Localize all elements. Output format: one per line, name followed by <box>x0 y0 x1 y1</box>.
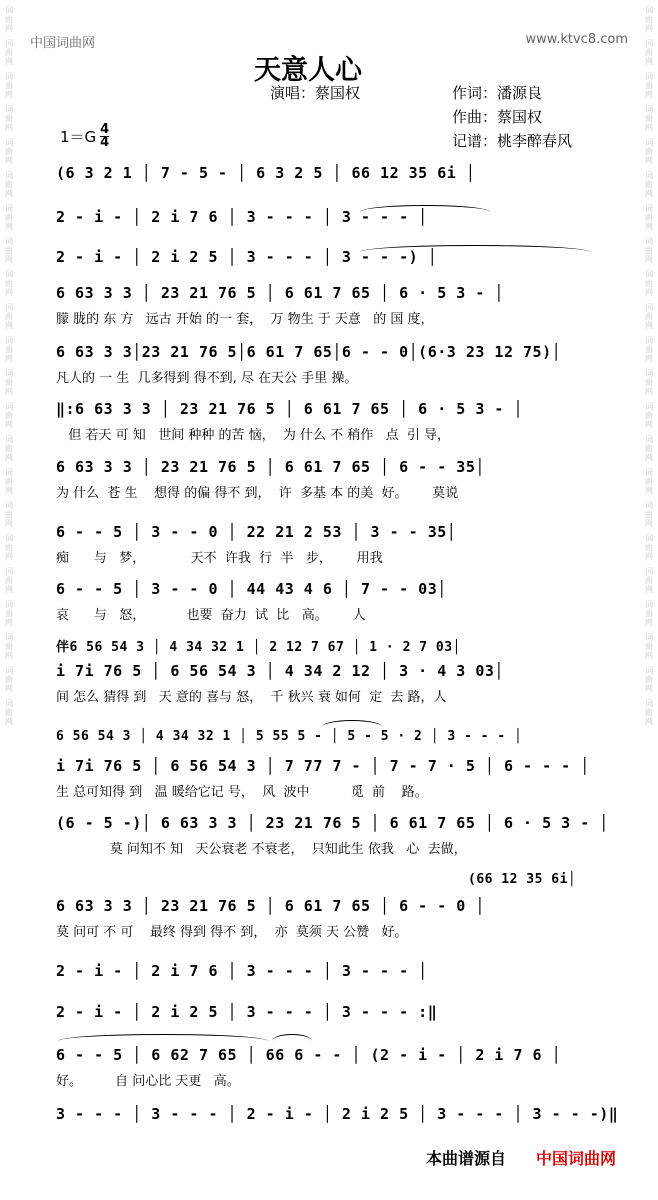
watermark-text: 词曲网 <box>644 303 654 330</box>
score-line-10: 伴6 56 54 3 │ 4 34 32 1 │ 2 12 7 67 │ 1 · 2 7 03│ <box>56 640 461 655</box>
watermark-text: 词曲网 <box>644 270 654 297</box>
watermark-text: 词曲网 <box>4 270 14 297</box>
watermark-text: 词曲网 <box>644 666 654 693</box>
song-title: 天意人心 <box>254 55 362 86</box>
watermark-text: 词曲网 <box>644 600 654 627</box>
watermark-text: 词曲网 <box>4 336 14 363</box>
score-line-1: (6 3 2 1 │ 7 - 5 - │ 6 3 2 5 │ 66 12 35 6i │ <box>56 164 476 182</box>
lyric-line-7: 为 什么 苍 生 想得 的偏 得不 到， 许 多基 本 的美 好。 莫说 <box>56 486 459 501</box>
watermark-text: 词曲网 <box>4 171 14 198</box>
lyric-line-8: 痴 与 梦， 天不 许我 行 半 步， 用我 <box>56 551 383 566</box>
lyric-line-4: 朦 胧的 东 方 远古 开始 的一 套， 万 物生 于 天意 的 国 度， <box>56 312 434 327</box>
score-line-4: 6 63 3 3 │ 23 21 76 5 │ 6 61 7 65 │ 6 · 5 3 - │ <box>56 284 504 302</box>
watermark-text: 词曲网 <box>644 468 654 495</box>
lyric-line-5: 凡人的 一 生 几多得到 得不到, 尽 在天公 手里 操。 <box>56 371 358 386</box>
watermark-text: 词曲网 <box>4 6 14 33</box>
score-line-17: 2 - i - │ 2 i 7 6 │ 3 - - - │ 3 - - - │ <box>56 962 428 980</box>
singer-credit: 演唱：蔡国权 <box>270 84 361 102</box>
key-label: 1＝G <box>60 128 97 146</box>
tie-mark <box>360 245 590 252</box>
watermark-text: 词曲网 <box>644 534 654 561</box>
watermark-left <box>2 0 16 1200</box>
watermark-text: 词曲网 <box>644 402 654 429</box>
watermark-text: 词曲网 <box>4 534 14 561</box>
watermark-text: 词曲网 <box>644 105 654 132</box>
watermark-text: 词曲网 <box>644 699 654 726</box>
watermark-text: 词曲网 <box>644 501 654 528</box>
time-signature-bottom: 4 <box>100 135 110 150</box>
watermark-text: 词曲网 <box>4 402 14 429</box>
score-line-11: i 7i 76 5 │ 6 56 54 3 │ 4 34 2 12 │ 3 · 4 3 03│ <box>56 662 504 680</box>
score-line-2: 2 - i - │ 2 i 7 6 │ 3 - - - │ 3 - - - │ <box>56 208 428 226</box>
lyric-line-9: 哀 与 怒， 也要 奋力 试 比 高。 人 <box>56 608 366 623</box>
watermark-text: 词曲网 <box>644 567 654 594</box>
site-url-right[interactable]: www.ktvc8.com <box>525 32 628 47</box>
time-signature-top: 4 <box>100 122 110 137</box>
watermark-text: 词曲网 <box>4 567 14 594</box>
watermark-text: 词曲网 <box>4 633 14 660</box>
transcriber-credit: 记谱：桃李醉春风 <box>452 132 573 150</box>
key-signature <box>60 124 109 149</box>
watermark-text: 词曲网 <box>4 105 14 132</box>
score-line-19: 6 - - 5 │ 6 62 7 65 │ 66 6 - - │ (2 - i - │ 2 i 7 6 │ <box>56 1046 562 1064</box>
watermark-text: 词曲网 <box>644 72 654 99</box>
lyricist-credit: 作词：潘源良 <box>452 84 543 102</box>
score-line-7: 6 63 3 3 │ 23 21 76 5 │ 6 61 7 65 │ 6 - - 35│ <box>56 458 485 476</box>
watermark-text: 词曲网 <box>644 369 654 396</box>
watermark-text: 词曲网 <box>644 435 654 462</box>
watermark-text: 词曲网 <box>644 633 654 660</box>
tie-mark <box>272 1034 312 1041</box>
watermark-text: 词曲网 <box>4 72 14 99</box>
watermark-text: 词曲网 <box>644 237 654 264</box>
watermark-text: 词曲网 <box>4 600 14 627</box>
score-line-16: 6 63 3 3 │ 23 21 76 5 │ 6 61 7 65 │ 6 - - 0 │ <box>56 897 485 915</box>
watermark-text: 词曲网 <box>644 6 654 33</box>
composer-credit: 作曲：蔡国权 <box>452 108 543 126</box>
score-line-20: 3 - - - │ 3 - - - │ 2 - i - │ 2 i 2 5 │ 3 - - - │ 3 - - -)‖ <box>56 1105 619 1123</box>
watermark-text: 词曲网 <box>4 468 14 495</box>
lyric-line-14: 莫 问知不 知 天公衰老 不衰老， 只知此生 依我 心 去做， <box>56 842 467 857</box>
watermark-text: 词曲网 <box>644 336 654 363</box>
tie-mark <box>322 720 382 727</box>
watermark-text: 词曲网 <box>4 435 14 462</box>
tie-mark <box>360 205 490 212</box>
footer-source-label: 本曲谱源自 <box>426 1149 507 1168</box>
footer-source-site[interactable]: 中国词曲网 <box>536 1149 617 1168</box>
watermark-text: 词曲网 <box>644 138 654 165</box>
tie-mark <box>58 1034 268 1041</box>
watermark-text: 词曲网 <box>4 303 14 330</box>
score-line-6: ‖:6 63 3 3 │ 23 21 76 5 │ 6 61 7 65 │ 6 · 5 3 - │ <box>56 400 524 418</box>
watermark-text: 词曲网 <box>4 237 14 264</box>
lyric-line-16: 莫 问可 不 可 最终 得到 得不 到， 亦 莫须 天 公赞 好。 <box>56 925 408 940</box>
score-line-12: 6 56 54 3 │ 4 34 32 1 │ 5 55 5 - │ 5 - 5 · 2 │ 3 - - - │ <box>56 729 523 744</box>
lyric-line-11: 间 怎么 猜得 到 天 意的 喜与 怒， 千 秋兴 衰 如何 定 去 路，人 <box>56 690 447 705</box>
score-line-14: (6 - 5 -)│ 6 63 3 3 │ 23 21 76 5 │ 6 61 7 65 │ 6 · 5 3 - │ <box>56 814 609 832</box>
watermark-text: 词曲网 <box>4 138 14 165</box>
score-line-3: 2 - i - │ 2 i 2 5 │ 3 - - - │ 3 - - -) │ <box>56 248 438 266</box>
score-line-8: 6 - - 5 │ 3 - - 0 │ 22 21 2 53 │ 3 - - 35│ <box>56 523 457 541</box>
watermark-text: 词曲网 <box>644 171 654 198</box>
site-name-left[interactable]: 中国词曲网 <box>30 36 96 51</box>
watermark-right <box>642 0 656 1200</box>
lyric-line-13: 生 总可知得 到 温 暖给它记 号， 风 波中 觅 前 路。 <box>56 785 428 800</box>
watermark-text: 词曲网 <box>644 204 654 231</box>
watermark-text: 词曲网 <box>4 501 14 528</box>
watermark-text: 词曲网 <box>4 666 14 693</box>
score-line-5: 6 63 3 3│23 21 76 5│6 61 7 65│6 - - 0│(6·3 23 12 75)│ <box>56 343 562 361</box>
watermark-text: 词曲网 <box>4 39 14 66</box>
watermark-text: 词曲网 <box>4 699 14 726</box>
watermark-text: 词曲网 <box>4 204 14 231</box>
score-line-9: 6 - - 5 │ 3 - - 0 │ 44 43 4 6 │ 7 - - 03│ <box>56 580 447 598</box>
score-line-13: i 7i 76 5 │ 6 56 54 3 │ 7 77 7 - │ 7 - 7 · 5 │ 6 - - - │ <box>56 757 590 775</box>
watermark-text: 词曲网 <box>4 369 14 396</box>
lyric-line-19: 好。 自 问心比 天更 高。 <box>56 1074 240 1089</box>
lyric-line-6: 但 若天 可 知 世间 种种 的苦 恼， 为 什么 不 稍作 点 引 导， <box>56 428 451 443</box>
score-line-15: (66 12 35 6i│ <box>468 872 577 887</box>
watermark-text: 词曲网 <box>644 39 654 66</box>
score-line-18: 2 - i - │ 2 i 2 5 │ 3 - - - │ 3 - - - :‖ <box>56 1003 438 1021</box>
time-signature <box>100 124 109 149</box>
